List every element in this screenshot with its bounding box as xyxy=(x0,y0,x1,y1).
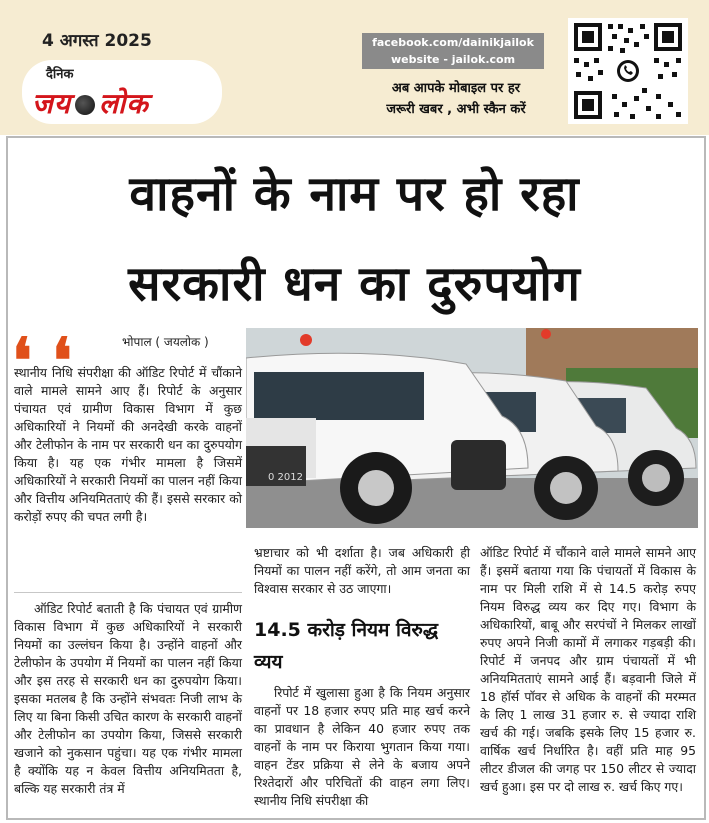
logo-right-text: लोक xyxy=(99,87,149,120)
cta-line-2: जरूरी खबर , अभी स्कैन करें xyxy=(386,102,526,117)
issue-date: 4 अगस्त 2025 xyxy=(42,31,152,51)
column-3-text: ऑडिट रिपोर्ट में चौंकाने वाले मामले सामने आए हैं। इसमें बताया गया कि पंचायतों में विकास के नाम पर मिली राशि में से 14.5 करोड़ रुपए नियम विरुद्ध व्यय कर दिए गए। विभाग के अधिकारियों, बाबू और सरपंचों ने मिलकर लाखों रुपए अपने निजी कामों में लगाकर गड़बड़ी की। रिपोर्ट में जनपद और ग्राम पंचायतों में भी अनियमितताएं सामने आई हैं। बड़वानी जिले में 18 हॉर्स पॉवर से अधिक के वाहनों की मरम्मत के लिए 1 लाख 31 हजार रु. से ज्यादा राशि खर्च की गई। जबकि इसके लिए 15 हजार रु. वार्षिक खर्च निर्धारित है। वहीं प्रति माह 95 लीटर डीजल की जगह पर 150 लीटर से ज्यादा खर्च हुआ। इस पर दो लाख रु. खर्च किए गए। xyxy=(480,545,696,794)
qr-code[interactable] xyxy=(568,18,688,124)
website-link[interactable]: website - jailok.com xyxy=(390,53,516,66)
logo-small-text: दैनिक xyxy=(46,67,74,82)
quote-mark-icon: ❛ xyxy=(12,324,32,397)
article-photo xyxy=(246,328,698,528)
quote-mark-icon: ❛ xyxy=(52,324,72,397)
scan-cta xyxy=(356,78,556,120)
headline-line-1: वाहनों के नाम पर हो रहा xyxy=(129,166,580,222)
logo-globe-icon xyxy=(75,95,95,115)
column-2-top: भ्रष्टाचार को भी दर्शाता है। जब अधिकारी ही नियमों का पालन नहीं करेंगे, तो आम जनता का विश्वास सरकार से उठ जाएगा। xyxy=(254,545,470,596)
headline-line-2: सरकारी धन का दुरुपयोग xyxy=(128,256,581,312)
subheading: 14.5 करोड़ नियम विरुद्ध व्यय xyxy=(254,619,439,673)
number-plate: 0 2012 xyxy=(268,472,303,483)
column-divider xyxy=(14,592,242,593)
facebook-link[interactable]: facebook.com/dainikjailok xyxy=(372,36,534,49)
logo-left-text: जय xyxy=(32,87,72,120)
dateline: भोपाल ( जयलोक ) xyxy=(122,335,209,349)
ambassador-cars-image xyxy=(246,328,698,528)
body-paragraph-2: ऑडिट रिपोर्ट बताती है कि पंचायत एवं ग्रामीण विकास विभाग में कुछ अधिकारियों ने सरकारी नियमों का उल्लंघन किया है। उन्होंने वाहनों और टेलीफोन के उपयोग में नियमों का पालन नहीं किया और इस तरह से सरकारी धन का दुरुपयोग किया। इसका मतलब है कि उन्होंने संभवतः निजी लाभ के लिए या बिना किसी उचित कारण के सरकारी वाहनों और टेलीफोन का उपयोग किया, जिससे सरकारी खजाने को नुकसान पहुंचा। यह एक गंभीर मामला है क्योंकि यह न केवल वित्तीय अनियमितता है, बल्कि यह सरकारी तंत्र में xyxy=(14,601,242,796)
column-2-bottom: रिपोर्ट में खुलासा हुआ है कि नियम अनुसार वाहनों पर 18 हजार रुपए प्रति माह खर्च करने का प्रावधान है लेकिन 40 हजार रुपए तक वाहनों के नाम पर किराया भुगतान किया गया। वाहन टेंडर प्रक्रिया से लेने के बजाय अपने रिश्तेदारों और परिचितों की वाहन लगा लिए। स्थानीय निधि संपरीक्षा की xyxy=(254,685,470,808)
qr-code-graphic xyxy=(568,18,688,124)
cta-line-1: अब आपके मोबाइल पर हर xyxy=(391,81,521,96)
intro-paragraph: स्थानीय निधि संपरीक्षा की ऑडिट रिपोर्ट में चौंकाने वाले मामले सामने आए हैं। रिपोर्ट के अनुसार पंचायत एवं ग्रामीण विकास विभाग में कुछ अधिकारियों ने नियमों की अनदेखी करके वाहनों और टेलीफोन के नाम पर सरकारी धन का दुरुपयोग किया है। यह एक गंभीर मामला है जिसमें अधिकारियों ने सरकारी नियमों का पालन नहीं किया और वित्तीय अनियमितताएं की हैं। इससे सरकार को करोड़ों रुपए की चपत लगी है। xyxy=(14,365,242,524)
social-links-box xyxy=(362,33,544,69)
logo xyxy=(32,84,149,122)
